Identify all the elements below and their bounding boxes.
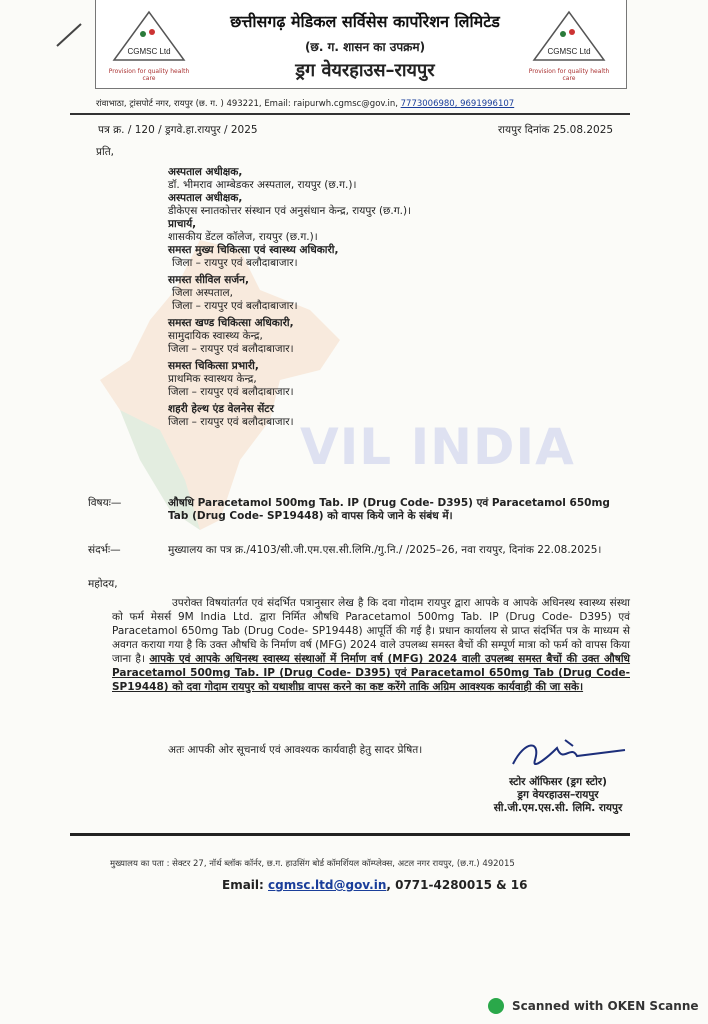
header-email[interactable]: Email: raipurwh.cgmsc@gov.in, [264, 99, 398, 109]
signatory-line: ड्रग वेयरहाउस–रायपुर [517, 789, 599, 801]
reference-text: मुख्यालय का पत्र क्र./4103/सी.जी.एम.एस.सी.लिमि./गु.नि./ /2025–26, नवा रायपुर, दिनांक 22.08.2025। [168, 544, 602, 556]
recipient-line: जिला – रायपुर एवं बलौदाबाजार। [168, 386, 294, 398]
body-bold-text: आपके एवं आपके अधिनस्थ स्वास्थ्य संस्थाओं में निर्माण वर्ष (MFG) 2024 वाली उपलब्ध समस्त बैचों की उक्त औषधि Paracetamol 500mg Tab. IP (Drug Code- D395) एवं Paracetamol 650mg Tab (Drug Code- SP19448) को दवा गोदाम रायपुर को यथाशीघ्र वापस करने का कष्ट करेंगे ताकि अग्रिम आवश्यक कार्यवाही की जा सके। [112, 653, 631, 693]
logo-tagline: Provision for quality health care [528, 68, 610, 82]
logo-text: CGMSC Ltd [127, 47, 171, 56]
footer-contact [222, 878, 527, 892]
recipient-line: सामुदायिक स्वास्थ्य केन्द्र, [168, 330, 263, 342]
recipient-line: जिला – रायपुर एवं बलौदाबाजार। [168, 343, 294, 355]
recipient-line: जिला अस्पताल, [172, 287, 233, 299]
recipient-line: जिला – रायपुर एवं बलौदाबाजार। [172, 257, 298, 269]
org-subtitle: (छ. ग. शासन का उपक्रम) [304, 40, 426, 54]
recipient-title: समस्त मुख्य चिकित्सा एवं स्वास्थ्य अधिकारी, [168, 244, 339, 256]
scanner-text: Scanned with OKEN Scanne [512, 999, 699, 1013]
scanner-badge [488, 998, 699, 1014]
recipient-title: शहरी हेल्थ एंड वेलनेस सेंटर [168, 403, 274, 415]
recipient-line: डीकेएस स्नातकोत्तर संस्थान एवं अनुसंधान केन्द्र, रायपुर (छ.ग.)। [168, 205, 412, 217]
header-phones[interactable]: 7773006980, 9691996107 [400, 99, 515, 109]
recipient-title: समस्त खण्ड चिकित्सा अधिकारी, [168, 317, 294, 329]
footer-divider [70, 833, 630, 836]
recipient-line: डॉ. भीमराव आम्बेडकर अस्पताल, रायपुर (छ.ग.)। [168, 179, 357, 191]
logo-tagline: Provision for quality health care [108, 68, 190, 82]
subject-label: विषयः— [88, 497, 122, 509]
recipient-title: प्राचार्य, [168, 218, 197, 230]
recipient-line: जिला – रायपुर एवं बलौदाबाजार। [168, 416, 294, 428]
header-divider [70, 113, 630, 115]
signature-icon [505, 734, 635, 780]
footer-phone: , 0771-4280015 & 16 [386, 878, 528, 892]
recipient-line: जिला – रायपुर एवं बलौदाबाजार। [172, 300, 298, 312]
recipient-line: शासकीय डेंटल कॉलेज, रायपुर (छ.ग.)। [168, 231, 318, 243]
reference-label: संदर्भः— [88, 544, 121, 556]
recipient-line: प्राथमिक स्वास्थय केन्द्र, [168, 373, 257, 385]
recipient-title: अस्पताल अधीक्षक, [168, 192, 243, 204]
pen-mark-icon [55, 22, 85, 48]
footer-address: मुख्यालय का पता : सेक्टर 27, नॉर्थ ब्लॉक कॉर्नर, छ.ग. हाउसिंग बोर्ड कॉमर्शियल कॉम्प्लेक्स, अटल नगर रायपुर, (छ.ग.) 492015 [110, 859, 515, 869]
footer-email-label: Email: [222, 878, 264, 892]
cgmsc-logo-right [528, 8, 610, 82]
signatory-block [478, 776, 638, 815]
signatory-line: स्टोर ऑफिसर (ड्रग स्टोर) [509, 776, 607, 788]
salutation: महोदय, [88, 578, 118, 590]
body-paragraph [112, 596, 630, 694]
to-label: प्रति, [96, 146, 115, 158]
recipient-title: समस्त सीविल सर्जन, [168, 274, 249, 286]
logo-text: CGMSC Ltd [547, 47, 591, 56]
recipient-title: समस्त चिकित्सा प्रभारी, [168, 360, 259, 372]
closing-line: अतः आपकी ओर सूचनार्थ एवं आवश्यक कार्यवाही हेतु सादर प्रेषित। [168, 744, 423, 756]
scanner-logo-icon [488, 998, 504, 1014]
org-title: छत्तीसगढ़ मेडिकल सर्विसेस कार्पोरेशन लिमिटेड [230, 12, 500, 31]
signatory-line: सी.जी.एम.एस.सी. लिमि. रायपुर [493, 802, 623, 814]
letter-date: रायपुर दिनांक 25.08.2025 [498, 124, 614, 136]
body-plain-text: उपरोक्त विषयांतर्गत एवं संदर्भित पत्रानुसार लेख है कि दवा गोदाम रायपुर द्वारा आपके व आपके अधिनस्थ स्वास्थ्य संस्था को फर्म मेसर्स 9M India Ltd. द्वारा निर्मित औषधि Paracetamol 500mg Tab. IP (Drug Code- D395) एवं Paracetamol 650mg Tab (Drug Code- SP19448) आपूर्ति की गई है। प्रधान कार्यालय से प्राप्त संदर्भित पत्र के माध्यम से अवगत कराया गया है कि उक्त औषधि के निर्माण वर्ष (MFG) 2024 वाले उपलब्ध समस्त बैचों की सम्पूर्ण मात्रा को फर्म को वापस किया जाना है। [112, 597, 630, 665]
letter-ref: पत्र क्र. / 120 / ड्रगवे.हा.रायपुर / 2025 [98, 124, 258, 136]
footer-email[interactable]: cgmsc.ltd@gov.in [268, 878, 387, 892]
recipient-list [168, 166, 608, 429]
subject-text: औषधि Paracetamol 500mg Tab. IP (Drug Code- D395) एवं Paracetamol 650mg Tab (Drug Code- SP19448) को वापस किये जाने के संबंध में। [168, 497, 610, 522]
header-address-line [96, 98, 616, 109]
warehouse-title: ड्रग वेयरहाउस–रायपुर [295, 60, 435, 81]
recipient-title: अस्पताल अधीक्षक, [168, 166, 243, 178]
cgmsc-logo-left [108, 8, 190, 82]
address: रांवाभाठा, ट्रांसपोर्ट नगर, रायपुर (छ. ग. ) 493221, [96, 99, 262, 109]
watermark-text: VIL INDIA [300, 418, 575, 476]
